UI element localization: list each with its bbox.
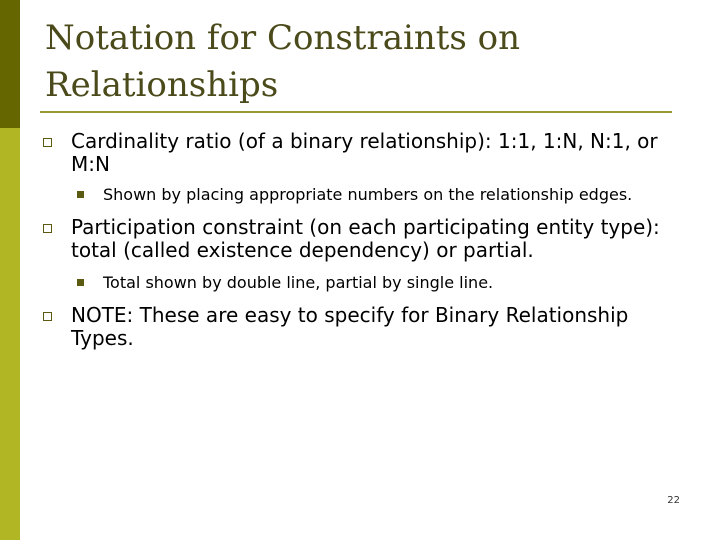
bullet-text: Cardinality ratio (of a binary relationship): 1:1, 1:N, N:1, or M:N (71, 129, 658, 176)
square-bullet-icon (43, 224, 52, 233)
sub-bullet-participation (40, 273, 680, 293)
sub-bullet-cardinality (40, 185, 680, 205)
filled-square-bullet-icon (77, 279, 84, 286)
filled-square-bullet-icon (77, 191, 84, 198)
bullet-participation (40, 216, 680, 262)
left-accent-bar-dark (0, 0, 20, 128)
bullet-note (40, 304, 680, 350)
square-bullet-icon (43, 312, 52, 321)
bullet-cardinality (40, 130, 680, 176)
slide-title: Notation for Constraints on Relationships (45, 18, 521, 105)
bullet-text: NOTE: These are easy to specify for Binary Relationship Types. (71, 303, 629, 350)
title-divider (40, 111, 672, 113)
sub-bullet-text: Total shown by double line, partial by single line. (103, 273, 494, 292)
sub-bullet-text: Shown by placing appropriate numbers on the relationship edges. (103, 185, 633, 204)
page-number: 22 (667, 495, 680, 506)
square-bullet-icon (43, 138, 52, 147)
slide-content (40, 130, 680, 350)
bullet-text: Participation constraint (on each participating entity type): total (called existence dependency) or partial. (71, 215, 660, 262)
